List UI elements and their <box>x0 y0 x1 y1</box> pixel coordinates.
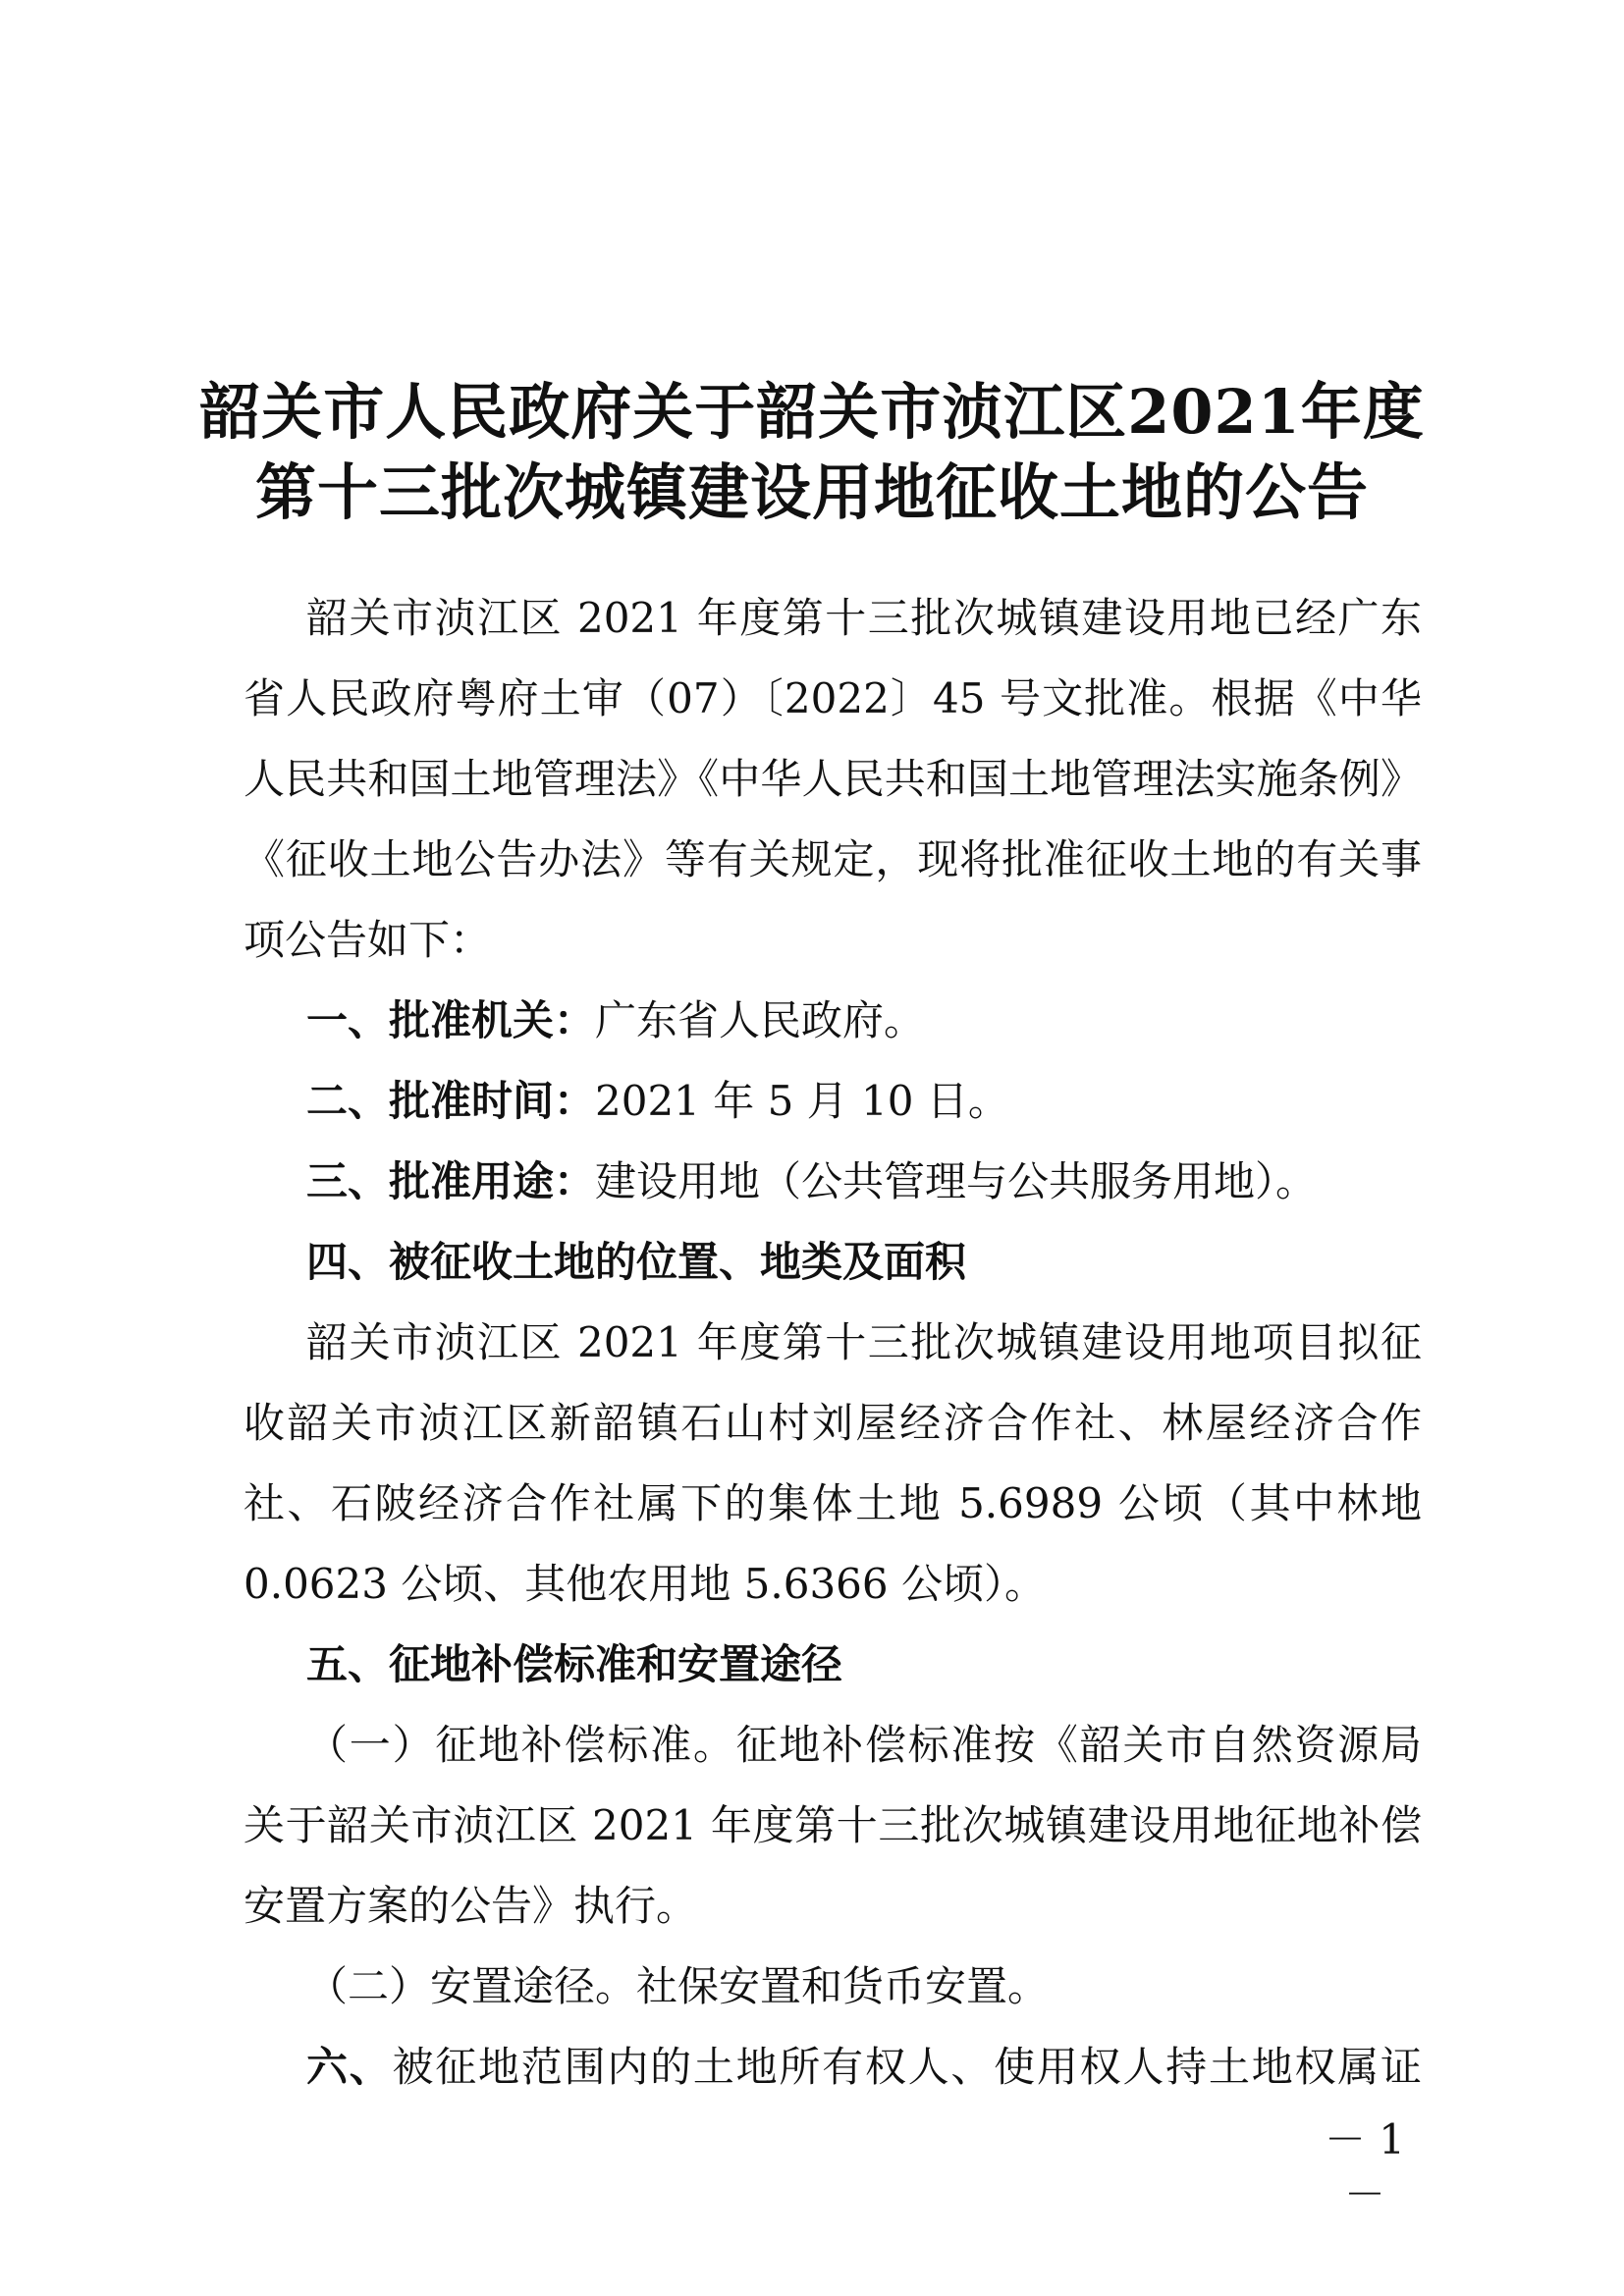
item-value: 2021 年 5 月 10 日。 <box>595 1077 1009 1125</box>
intro-line: 人民共和国土地管理法》《中华人民共和国土地管理法实施条例》 <box>244 755 1422 803</box>
section-4-line: 收韶关市浈江区新韶镇石山村刘屋经济合作社、林屋经济合作 <box>244 1399 1422 1447</box>
section-6-line <box>306 2040 1422 2095</box>
section-4-line: 社、石陂经济合作社属下的集体土地 5.6989 公顷（其中林地 <box>244 1479 1422 1527</box>
item-approval-purpose <box>306 1154 1422 1209</box>
item-label: 三、批准用途： <box>306 1157 596 1205</box>
section-6-text: 被征地范围内的土地所有权人、使用权人持土地权属证 <box>392 2043 1422 2091</box>
section-4-heading: 四、被征收土地的位置、地类及面积 <box>306 1238 967 1286</box>
intro-line: 韶关市浈江区 2021 年度第十三批次城镇建设用地已经广东 <box>306 594 1422 642</box>
item-label: 二、批准时间： <box>306 1077 596 1125</box>
item-approval-date <box>306 1074 1422 1129</box>
document-title-line-1: 韶关市人民政府关于韶关市浈江区2021年度 <box>199 376 1425 448</box>
section-4-line: 韶关市浈江区 2021 年度第十三批次城镇建设用地项目拟征 <box>306 1318 1422 1366</box>
section-5-sub1-line: （一）征地补偿标准。征地补偿标准按《韶关市自然资源局 <box>306 1721 1422 1769</box>
section-4-line: 0.0623 公顷、其他农用地 5.6366 公顷）。 <box>244 1560 1046 1608</box>
intro-line: 省人民政府粤府土审（07）〔2022〕45 号文批准。根据《中华 <box>244 674 1422 722</box>
item-value: 建设用地（公共管理与公共服务用地）。 <box>595 1157 1318 1205</box>
item-label: 一、批准机关： <box>306 996 596 1044</box>
intro-line: 《征收土地公告办法》等有关规定，现将批准征收土地的有关事 <box>244 835 1422 883</box>
section-5-sub1-line: 关于韶关市浈江区 2021 年度第十三批次城镇建设用地征地补偿 <box>244 1801 1422 1849</box>
item-approval-authority <box>306 993 1422 1048</box>
section-6-label: 六、 <box>306 2043 393 2091</box>
page-number: － 1 － <box>1324 2115 1406 2218</box>
document-title-line-2: 第十三批次城镇建设用地征收土地的公告 <box>254 456 1369 528</box>
section-5-sub1-line: 安置方案的公告》执行。 <box>244 1882 698 1930</box>
section-5-sub2: （二）安置途径。社保安置和货币安置。 <box>306 1962 1050 2010</box>
section-5-heading: 五、征地补偿标准和安置途径 <box>306 1640 843 1688</box>
intro-line: 项公告如下： <box>244 916 492 964</box>
item-value: 广东省人民政府。 <box>595 996 926 1044</box>
